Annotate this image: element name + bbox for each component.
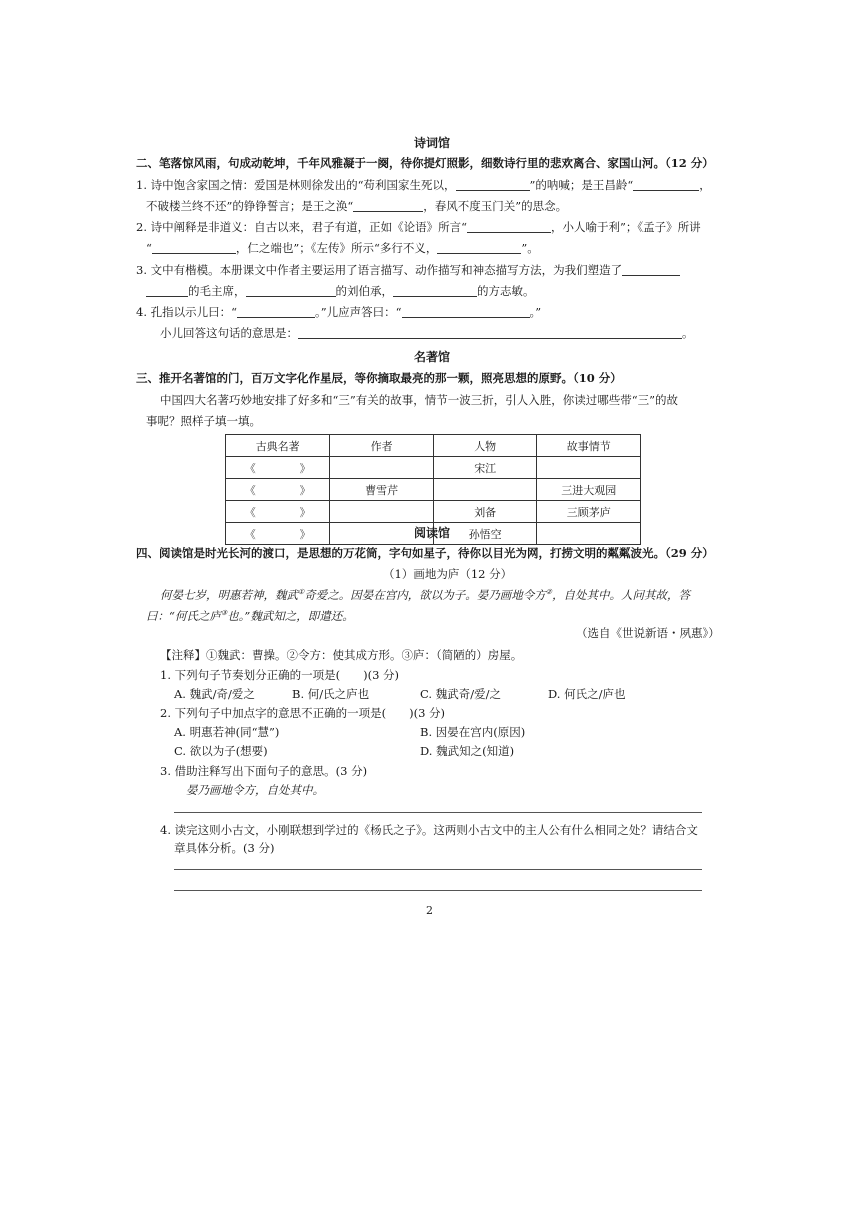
- s2-q3-line1: 3. 文中有楷模。本册课文中作者主要运用了语言描写、动作描写和神态描写方法，为我们塑造了: [136, 262, 680, 278]
- table-cell: 刘备: [433, 501, 537, 523]
- annotation-note: 【注释】①魏武：曹操。②令方：使其成方形。③庐：（简陋的）房屋。: [160, 648, 523, 662]
- page-number: 2: [426, 904, 433, 917]
- table-cell[interactable]: [330, 457, 434, 479]
- s2-q1-line1: 1. 诗中饱含家国之情：爱国是林则徐发出的“苟利国家生死以， ”的呐喊；是王昌龄“ ，: [136, 178, 711, 192]
- table-header-cell: 故事情节: [537, 435, 641, 457]
- q2-option-c[interactable]: C. 欲以为子(想要): [174, 744, 268, 758]
- table-row: [226, 501, 641, 523]
- section-header-poetry: 诗词馆: [414, 136, 451, 150]
- answer-blank[interactable]: [146, 284, 188, 297]
- table-cell[interactable]: 《 》: [226, 523, 330, 545]
- s4-q4-line2: 章具体分析。(3 分): [174, 841, 275, 855]
- s2-q4-line1: 4. 孔指以示儿曰：“ 。”儿应声答曰：“ 。”: [136, 305, 542, 319]
- q2-option-a[interactable]: A. 明惠若神(同“慧”): [174, 725, 280, 739]
- s4-q2: 2. 下列句子中加点字的意思不正确的一项是( )(3 分): [160, 706, 446, 720]
- answer-line[interactable]: [174, 869, 702, 870]
- table-cell[interactable]: 《 》: [226, 501, 330, 523]
- table-cell[interactable]: [537, 523, 641, 545]
- answer-blank[interactable]: [393, 284, 477, 297]
- q1-option-c[interactable]: C. 魏武奇/爱/之: [420, 687, 501, 701]
- answer-blank[interactable]: [402, 305, 530, 318]
- source-citation: （选自《世说新语・夙惠》）: [576, 626, 720, 640]
- s2-q2-line2: “ ，仁之端也”；《左传》所示“多行不义， ”。: [146, 241, 539, 255]
- table-cell[interactable]: 《 》: [226, 479, 330, 501]
- table-cell: 宋江: [433, 457, 537, 479]
- section-header-reading: 阅读馆: [414, 526, 451, 540]
- table-row: [226, 479, 641, 501]
- s2-q2-line1: 2. 诗中阐释是非道义：自古以来，君子有道，正如《论语》所言“ ，小人喻于利”；《孟子》所讲: [136, 220, 701, 234]
- s4-q3: 3. 借助注释写出下面句子的意思。(3 分): [160, 764, 368, 778]
- table-cell[interactable]: [537, 457, 641, 479]
- answer-blank[interactable]: [456, 178, 530, 191]
- table-header-row: [226, 435, 641, 457]
- section-header-classics: 名著馆: [414, 350, 451, 364]
- s4-q1: 1. 下列句子节奏划分正确的一项是( )(3 分): [160, 668, 400, 682]
- q2-option-b[interactable]: B. 因晏在宫内(原因): [420, 725, 526, 739]
- table-cell[interactable]: [330, 501, 434, 523]
- section-2-title: 二、笔落惊风雨，句成动乾坤，千年风雅凝于一阕，待你提灯照影，细数诗行里的悲欢离合、家国山河。（12 分）: [136, 156, 714, 170]
- s3-intro-line1: 中国四大名著巧妙地安排了好多和“三”有关的故事，情节一波三折，引人入胜，你读过哪些带“三”的故: [160, 393, 679, 407]
- table-cell: 曹雪芹: [330, 479, 434, 501]
- answer-blank[interactable]: [633, 178, 699, 191]
- s2-q1-line2: 不破楼兰终不还”的铮铮誓言；是王之涣“ ，春风不度玉门关”的思念。: [146, 199, 568, 213]
- s2-q4-line2: 小儿回答这句话的意思是： 。: [160, 326, 694, 340]
- table-header-cell: 古典名著: [226, 435, 330, 457]
- q1-option-b[interactable]: B. 何/氏之庐也: [292, 687, 370, 701]
- s4-q4-line1: 4. 读完这则小古文，小刚联想到学过的《杨氏之子》。这两则小古文中的主人公有什么相同之处？请结合文: [160, 823, 698, 837]
- table-header-cell: 人物: [433, 435, 537, 457]
- table-header-cell: 作者: [330, 435, 434, 457]
- table-cell[interactable]: 《 》: [226, 457, 330, 479]
- table-cell: 三进大观园: [537, 479, 641, 501]
- answer-blank[interactable]: [353, 199, 423, 212]
- answer-line[interactable]: [174, 890, 702, 891]
- q1-option-a[interactable]: A. 魏武/奇/爱之: [174, 687, 255, 701]
- answer-blank[interactable]: [246, 284, 336, 297]
- section-3-title: 三、推开名著馆的门，百万文字化作星辰，等你摘取最亮的那一颗，照亮思想的原野。（10 分）: [136, 371, 622, 385]
- s2-q3-line2: 的毛主席， 的刘伯承， 的方志敏。: [146, 283, 535, 299]
- q1-option-d[interactable]: D. 何氏之/庐也: [548, 687, 626, 701]
- classical-text-line2: 曰：“何氏之庐③也。”魏武知之，即遣还。: [146, 609, 354, 623]
- q2-option-d[interactable]: D. 魏武知之(知道): [420, 744, 515, 758]
- table-row: [226, 457, 641, 479]
- answer-blank[interactable]: [152, 241, 236, 254]
- table-cell[interactable]: [433, 479, 537, 501]
- answer-blank[interactable]: [237, 305, 315, 318]
- table-cell: 三顾茅庐: [537, 501, 641, 523]
- section-4-title: 四、阅读馆是时光长河的渡口，是思想的万花筒，字句如星子，待你以目光为网，打捞文明的粼粼波光。（29 分）: [136, 546, 714, 560]
- s4-subtitle: （1）画地为庐（12 分）: [383, 567, 513, 581]
- answer-blank[interactable]: [437, 241, 521, 254]
- table-cell: 孙悟空: [433, 523, 537, 545]
- answer-blank[interactable]: [622, 263, 680, 276]
- classical-text-line1: 何晏七岁，明惠若神，魏武①奇爱之。因晏在宫内，欲以为子。晏乃画地令方②，自处其中。人问其故，答: [160, 588, 691, 602]
- answer-blank[interactable]: [467, 220, 551, 233]
- s4-q3-sentence: 晏乃画地令方，自处其中。: [186, 783, 324, 797]
- answer-line[interactable]: [174, 812, 702, 813]
- answer-blank[interactable]: [298, 326, 682, 339]
- s3-intro-line2: 事呢？照样子填一填。: [146, 414, 261, 428]
